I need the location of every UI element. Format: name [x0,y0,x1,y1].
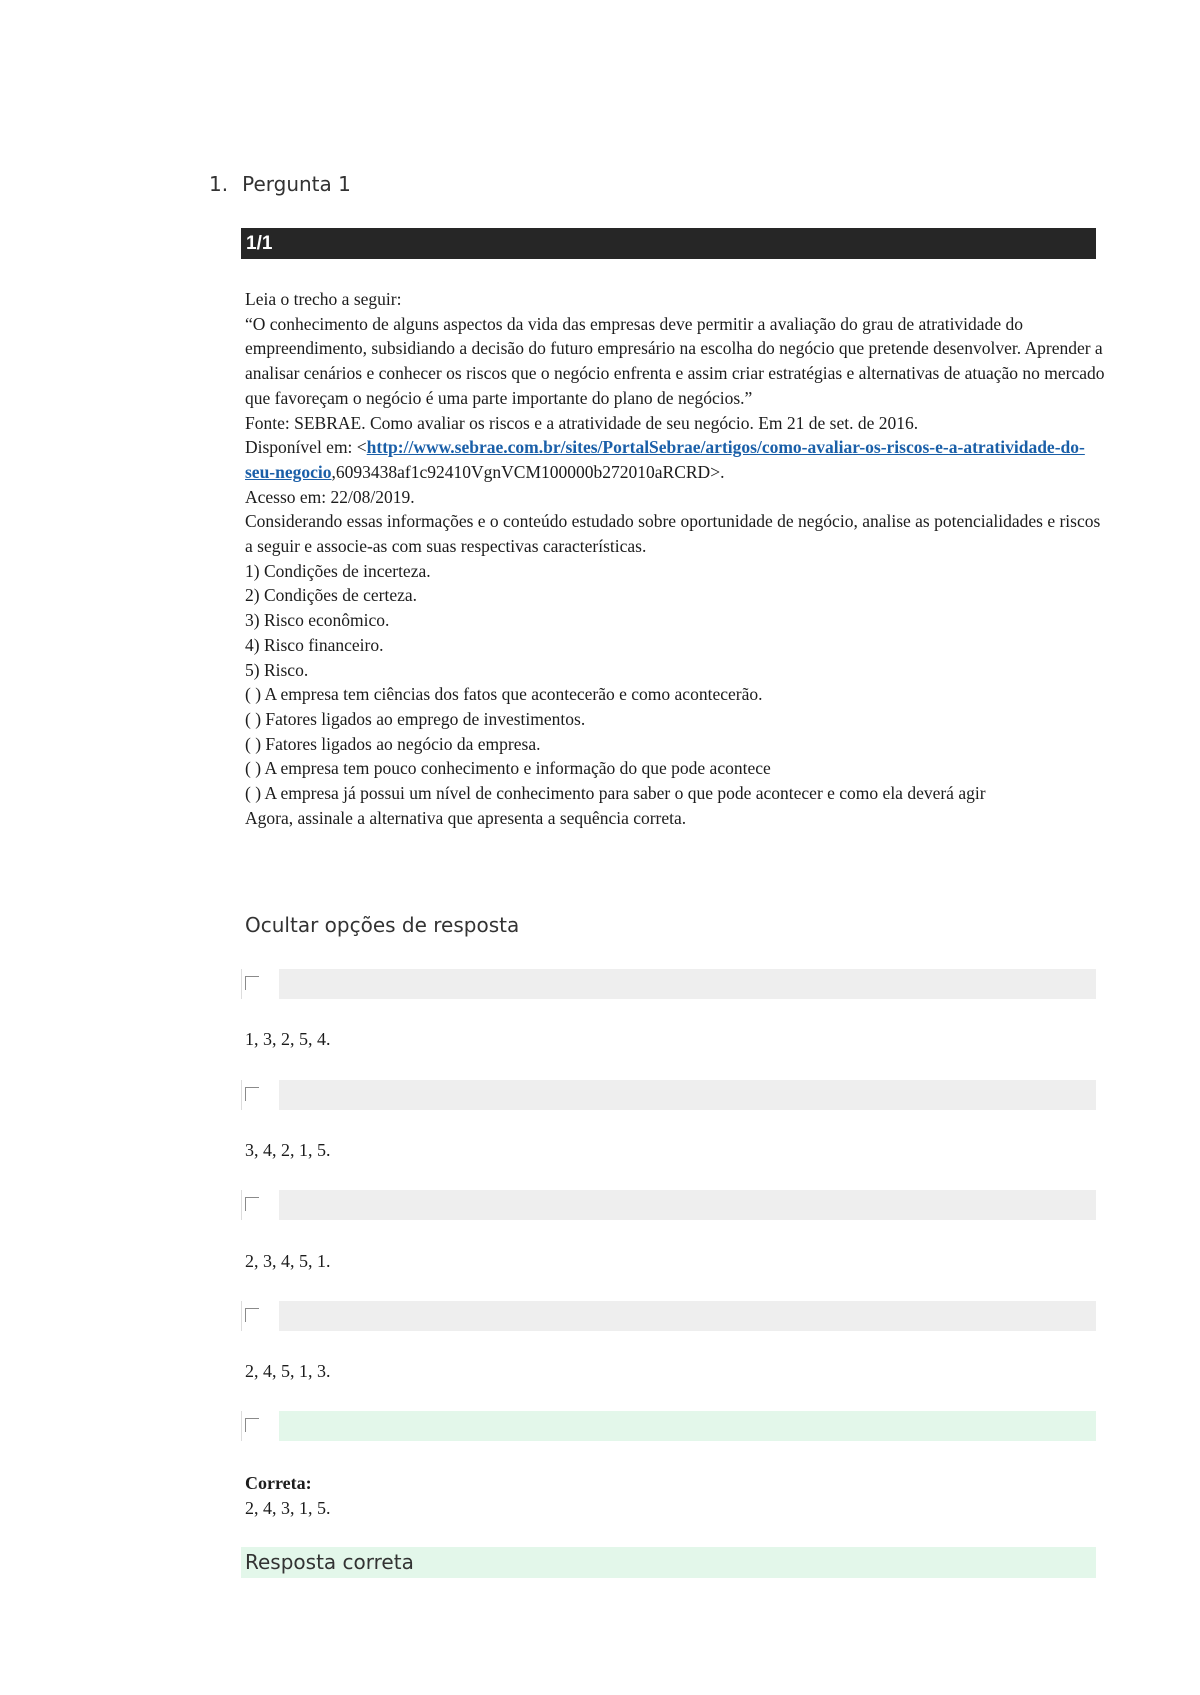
statement-item: ( ) A empresa tem pouco conhecimento e informação do que pode acontece [245,758,771,779]
answer-option-text[interactable]: 2, 4, 5, 1, 3. [245,1361,331,1381]
question-number: 1. [209,172,229,196]
option-divider [241,1190,242,1220]
option-highlight [279,1301,1096,1331]
answer-option-row[interactable] [241,1190,1096,1220]
question-availability [245,435,1105,484]
result-banner: Resposta correta [241,1547,1096,1578]
question-body [245,287,1105,830]
question-source: Fonte: SEBRAE. Como avaliar os riscos e a atratividade de seu negócio. Em 21 de set. de 2016. [245,412,919,433]
checkbox-icon[interactable] [245,976,259,990]
statement-item: ( ) Fatores ligados ao negócio da empresa. [245,733,541,754]
answer-option-row-correct[interactable] [241,1411,1096,1441]
list-item: 3) Risco econômico. [245,610,390,631]
answer-option-row[interactable] [241,1301,1096,1331]
checkbox-icon[interactable] [245,1308,259,1322]
list-item: 2) Condições de certeza. [245,585,418,606]
checkbox-icon[interactable] [245,1197,259,1211]
score-value: 1/1 [246,233,273,254]
statement-item: ( ) A empresa já possui um nível de conhecimento para saber o que pode acontecer e como ela deverá agir [245,783,986,804]
answer-option-text[interactable]: 3, 4, 2, 1, 5. [245,1140,331,1160]
answer-option-row[interactable] [241,1080,1096,1110]
answer-option-text[interactable]: 2, 3, 4, 5, 1. [245,1251,331,1271]
list-item: 1) Condições de incerteza. [245,560,431,581]
availability-prefix: Disponível em: < [245,437,367,458]
correct-answer-text[interactable]: 2, 4, 3, 1, 5. [245,1498,331,1518]
option-divider [241,969,242,999]
question-accessed: Acesso em: 22/08/2019. [245,486,415,507]
option-highlight [279,1080,1096,1110]
statement-item: ( ) A empresa tem ciências dos fatos que acontecerão e como acontecerão. [245,684,763,705]
correct-answer-block [245,1471,331,1521]
option-divider [241,1411,242,1441]
availability-suffix: ,6093438af1c92410VgnVCM100000b272010aRCRD>. [331,461,725,482]
correct-label: Correta: [245,1473,312,1493]
answer-option-row[interactable] [241,969,1096,999]
option-divider [241,1301,242,1331]
question-title: Pergunta 1 [242,172,351,196]
question-closing: Agora, assinale a alternativa que apresenta a sequência correta. [245,807,687,828]
checkbox-icon[interactable] [245,1087,259,1101]
answer-option-text[interactable]: 1, 3, 2, 5, 4. [245,1029,331,1049]
checkbox-icon[interactable] [245,1418,259,1432]
source-link[interactable]: http://www.sebrae.com.br/sites/PortalSebrae/artigos/como-avaliar-os-riscos-e-a-atratividade-do-seu-negocio [245,437,1085,482]
option-highlight-correct [279,1411,1096,1441]
option-divider [241,1080,242,1110]
question-instruction: Considerando essas informações e o conteúdo estudado sobre oportunidade de negócio, analise as potencialidades e riscos a seguir e associe-as com suas respectivas características. [245,511,1101,557]
list-item: 4) Risco financeiro. [245,634,384,655]
question-intro: Leia o trecho a seguir: [245,289,402,309]
option-highlight [279,969,1096,999]
option-highlight [279,1190,1096,1220]
question-quote: “O conhecimento de alguns aspectos da vida das empresas deve permitir a avaliação do grau de atratividade do empreendimento, subsidiando a decisão do futuro empresário na escolha do negócio que pretende desenvolver. Aprender a analisar cenários e conhecer os riscos que o negócio enfrenta e assim criar estratégias e alternativas de atuação no mercado que favoreçam o negócio é uma parte importante do plano de negócios.” [245,313,1105,408]
question-header [209,172,351,196]
statement-item: ( ) Fatores ligados ao emprego de investimentos. [245,708,586,729]
list-item: 5) Risco. [245,659,309,680]
hide-options-toggle[interactable]: Ocultar opções de resposta [245,913,520,937]
score-bar [241,228,1096,259]
